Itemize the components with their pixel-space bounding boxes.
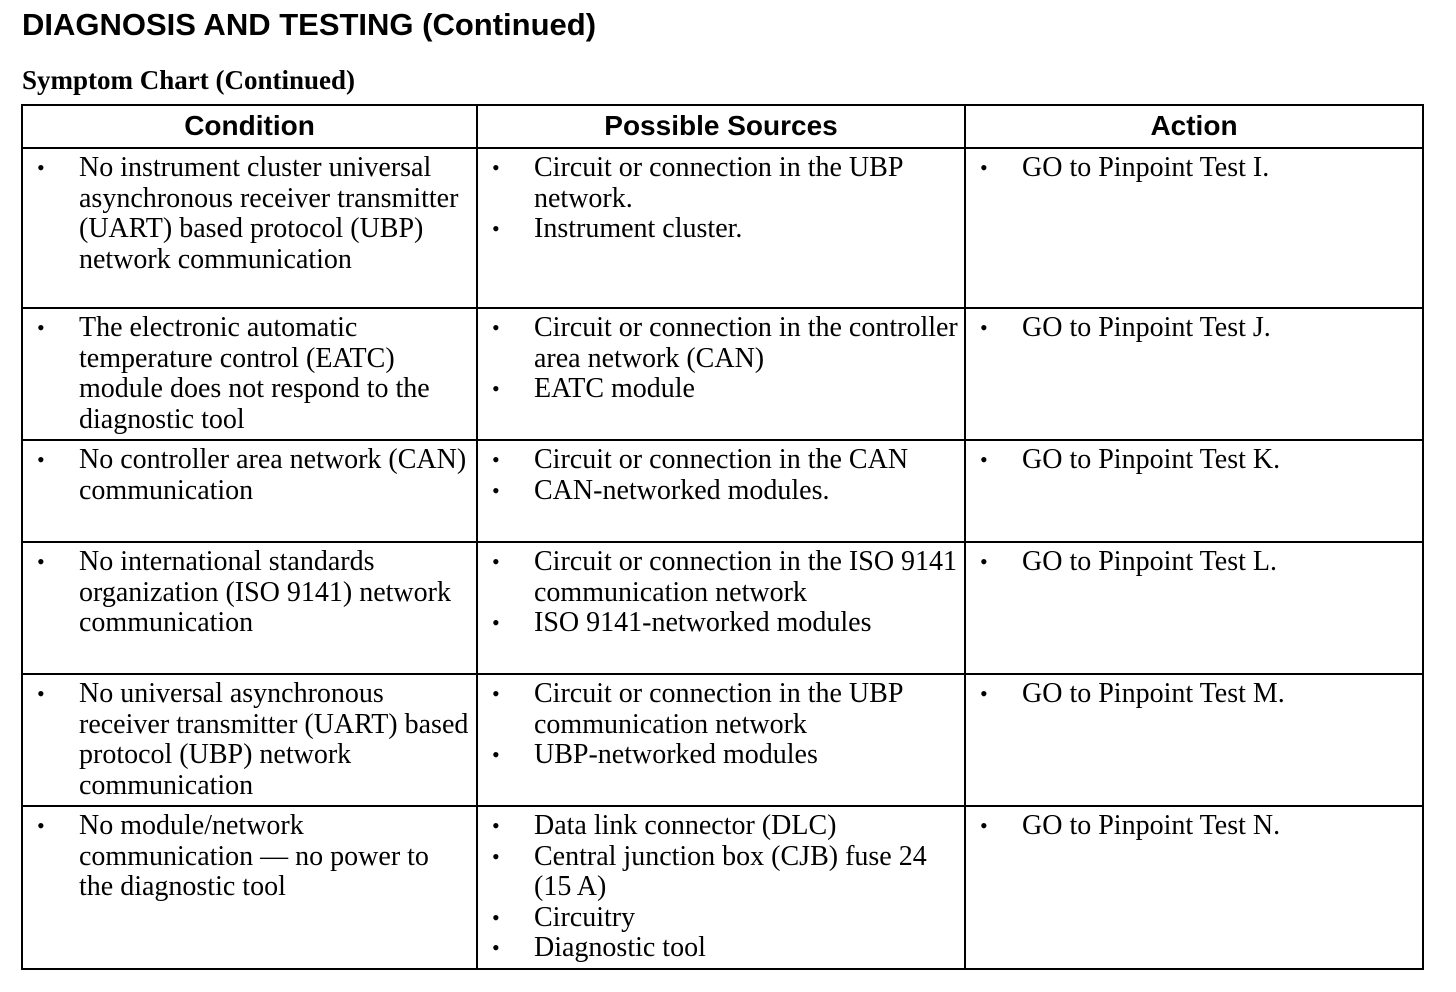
condition-text: The electronic automatic temperature control (EATC) module does not respond to the diagnostic tool: [79, 312, 430, 435]
condition-list: [23, 441, 476, 510]
cell-condition: [22, 806, 477, 969]
cell-possible-sources: [477, 806, 965, 969]
action-text: GO to Pinpoint Test N.: [1022, 810, 1281, 841]
cell-possible-sources: [477, 674, 965, 806]
possible-sources-list: [478, 441, 964, 510]
table-row: [22, 308, 1423, 440]
cell-condition: [22, 674, 477, 806]
list-item: [478, 153, 964, 214]
cell-possible-sources: [477, 542, 965, 674]
table-body: [22, 148, 1423, 969]
list-item: [478, 842, 964, 903]
bullet-icon: •: [492, 843, 500, 869]
list-item: [966, 547, 1422, 578]
bullet-icon: •: [492, 447, 500, 472]
possible-sources-list: [478, 309, 964, 409]
action-text: GO to Pinpoint Test L.: [1022, 546, 1277, 577]
possible-sources-text: Circuitry: [534, 901, 636, 933]
bullet-icon: •: [980, 681, 988, 706]
column-header-action: Action: [965, 105, 1423, 148]
bullet-icon: •: [37, 681, 45, 706]
condition-text: No controller area network (CAN) communication: [79, 444, 467, 506]
cell-condition: [22, 148, 477, 308]
possible-sources-list: [478, 149, 964, 249]
bullet-icon: •: [37, 813, 45, 838]
condition-text: No instrument cluster universal asynchronous receiver transmitter (UART) based protocol (UBP) network communication: [79, 152, 459, 275]
bullet-icon: •: [492, 549, 500, 574]
list-item: [478, 679, 964, 740]
list-item: [478, 445, 964, 476]
cell-condition: [22, 308, 477, 440]
cell-action: [965, 440, 1423, 542]
list-item: [966, 811, 1422, 842]
cell-possible-sources: [477, 440, 965, 542]
possible-sources-text: Circuit or connection in the CAN: [534, 444, 909, 475]
list-item: [478, 547, 964, 608]
condition-list: [23, 309, 476, 439]
possible-sources-text: ISO 9141-networked modules: [534, 607, 872, 638]
bullet-icon: •: [980, 315, 988, 340]
bullet-icon: •: [492, 610, 500, 635]
possible-sources-list: [478, 807, 964, 968]
bullet-icon: •: [980, 549, 988, 574]
list-item: [23, 679, 476, 801]
possible-sources-text: Diagnostic tool: [534, 932, 706, 963]
table-row: [22, 542, 1423, 674]
table-header-row: [22, 105, 1423, 148]
bullet-icon: •: [492, 935, 500, 960]
condition-list: [23, 675, 476, 805]
possible-sources-list: [478, 675, 964, 775]
list-item: [478, 476, 964, 507]
list-item: [478, 313, 964, 374]
bullet-icon: •: [37, 315, 45, 340]
bullet-icon: •: [980, 155, 988, 180]
action-list: [966, 309, 1422, 348]
action-list: [966, 441, 1422, 480]
cell-action: [965, 674, 1423, 806]
possible-sources-list: [478, 543, 964, 643]
bullet-icon: •: [492, 742, 500, 767]
bullet-icon: •: [37, 549, 45, 574]
action-list: [966, 675, 1422, 714]
page-title: DIAGNOSIS AND TESTING (Continued): [22, 7, 597, 42]
possible-sources-text: EATC module: [534, 373, 695, 404]
action-list: [966, 807, 1422, 846]
bullet-icon: •: [492, 813, 500, 838]
list-item: [23, 445, 476, 506]
possible-sources-text: Circuit or connection in the UBP network.: [534, 152, 903, 214]
possible-sources-text: Circuit or connection in the ISO 9141 communication network: [534, 546, 958, 608]
table-row: [22, 440, 1423, 542]
bullet-icon: •: [492, 155, 500, 180]
possible-sources-text: Circuit or connection in the UBP communication network: [534, 678, 903, 740]
bullet-icon: •: [37, 447, 45, 472]
action-list: [966, 149, 1422, 188]
bullet-icon: •: [492, 477, 500, 503]
condition-list: [23, 807, 476, 907]
bullet-icon: •: [492, 216, 500, 241]
cell-possible-sources: [477, 308, 965, 440]
condition-list: [23, 543, 476, 643]
symptom-chart-table: [21, 104, 1424, 970]
possible-sources-text: Circuit or connection in the controller area network (CAN): [534, 312, 958, 374]
bullet-icon: •: [492, 315, 500, 340]
list-item: [478, 811, 964, 842]
cell-action: [965, 148, 1423, 308]
list-item: [966, 153, 1422, 184]
cell-action: [965, 308, 1423, 440]
list-item: [966, 313, 1422, 344]
table-row: [22, 674, 1423, 806]
action-text: GO to Pinpoint Test K.: [1022, 444, 1281, 475]
section-title: Symptom Chart (Continued): [22, 65, 356, 95]
bullet-icon: •: [37, 155, 45, 180]
list-item: [478, 933, 964, 964]
action-list: [966, 543, 1422, 582]
table-row: [22, 148, 1423, 308]
cell-possible-sources: [477, 148, 965, 308]
bullet-icon: •: [492, 376, 500, 401]
list-item: [478, 740, 964, 771]
action-text: GO to Pinpoint Test M.: [1022, 678, 1285, 709]
list-item: [23, 811, 476, 903]
list-item: [23, 313, 476, 435]
list-item: [478, 374, 964, 405]
bullet-icon: •: [492, 904, 500, 930]
cell-condition: [22, 542, 477, 674]
cell-condition: [22, 440, 477, 542]
condition-list: [23, 149, 476, 279]
action-text: GO to Pinpoint Test J.: [1022, 312, 1271, 343]
possible-sources-text: Central junction box (CJB) fuse 24 (15 A): [534, 840, 927, 902]
table-row: [22, 806, 1423, 969]
possible-sources-text: Instrument cluster.: [534, 213, 743, 244]
list-item: [966, 679, 1422, 710]
bullet-icon: •: [492, 681, 500, 706]
condition-text: No universal asynchronous receiver transmitter (UART) based protocol (UBP) network communication: [79, 678, 469, 801]
list-item: [478, 608, 964, 639]
column-header-possible-sources: Possible Sources: [477, 105, 965, 148]
cell-action: [965, 542, 1423, 674]
list-item: [478, 903, 964, 934]
column-header-condition: Condition: [22, 105, 477, 148]
possible-sources-text: Data link connector (DLC): [534, 810, 837, 841]
condition-text: No international standards organization (ISO 9141) network communication: [79, 546, 451, 638]
condition-text: No module/network communication — no power to the diagnostic tool: [79, 810, 429, 902]
bullet-icon: •: [980, 447, 988, 472]
possible-sources-text: UBP-networked modules: [534, 739, 818, 770]
list-item: [23, 153, 476, 275]
possible-sources-text: CAN-networked modules.: [534, 474, 830, 506]
list-item: [23, 547, 476, 639]
bullet-icon: •: [980, 813, 988, 838]
action-text: GO to Pinpoint Test I.: [1022, 152, 1270, 183]
cell-action: [965, 806, 1423, 969]
list-item: [478, 214, 964, 245]
list-item: [966, 445, 1422, 476]
